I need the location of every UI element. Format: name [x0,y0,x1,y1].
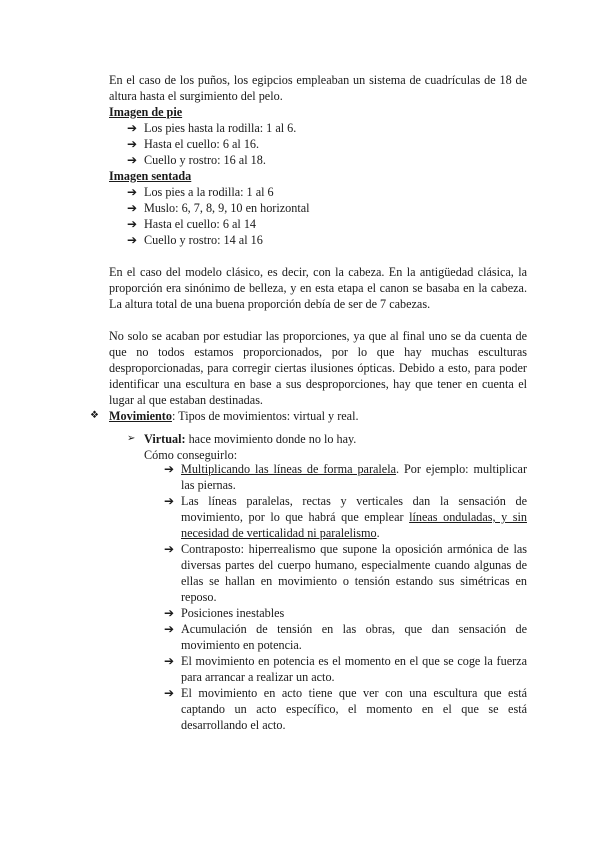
arrow-icon: ➔ [127,153,138,167]
arrow-icon: ➔ [127,201,138,215]
list-item: ➔ Hasta el cuello: 6 al 16. [127,137,260,151]
arrow-icon: ➔ [164,686,175,700]
intro-paragraph [109,72,527,104]
arrow-icon: ➔ [164,654,175,668]
imagen-sentada-heading: Imagen sentada [109,169,192,183]
list-item: ➔ Las líneas paralelas, rectas y verticales dan la sensación de movimiento, por lo que habrá que emplear líneas onduladas, y sin necesidad de verticalidad ni paralelismo. [164,494,527,540]
list-item: ➔ El movimiento en acto tiene que ver con una escultura que está captando un acto específico, el momento en el que se está desarrollando el acto. [164,686,527,732]
imagen-sentada-list [109,184,527,248]
movimiento-desc: : Tipos de movimientos: virtual y real. [171,409,359,423]
arrow-icon: ➔ [164,462,175,476]
arrow-icon: ➔ [127,137,138,151]
arrow-icon: ➔ [127,217,138,231]
list-item: ➔ Multiplicando las líneas de forma paralela. Por ejemplo: multiplicar las piernas. [164,462,528,492]
list-item: ➔ Posiciones inestables [164,606,285,620]
clasico-paragraph [109,264,527,312]
clasico-text: En el caso del modelo clásico, es decir, con la cabeza. En la antigüedad clásica, la proporción era sinónimo de belleza, y en esta etapa el canon se basaba en la cabeza. La altura total de una buena proporción debía de ser de 7 cabezas. [109,265,527,311]
arrow-icon: ➔ [164,494,175,508]
list-item: ➔ Hasta el cuello: 6 al 14 [127,217,257,231]
list-item: ➔ Cuello y rostro: 16 al 18. [127,153,266,167]
proporciones-text: No solo se acaban por estudiar las proporciones, ya que al final uno se da cuenta de que no todos estamos proporcionados, por lo que hay muchas esculturas desproporcionadas, para corregir ciertas ilusiones ópticas. Debido a esto, para poder identificar una escultura en base a sus desproporciones, hay que tener en cuenta el lugar al que estaban destinadas. [109,329,527,407]
list-item: ➔ El movimiento en potencia es el momento en el que se coge la fuerza para arrancar a realizar un acto. [164,654,527,684]
imagen-de-pie-heading: Imagen de pie [109,105,183,119]
imagen-de-pie-list [109,120,527,168]
list-item: ➔ Los pies hasta la rodilla: 1 al 6. [127,121,297,135]
triangle-arrow-icon: ➢ [127,433,136,444]
list-item: ➔ Acumulación de tensión en las obras, que dan sensación de movimiento en potencia. [164,622,527,652]
list-item: ➔ Los pies a la rodilla: 1 al 6 [127,185,274,199]
imagen-de-pie-section [109,104,527,168]
list-item: ➔ Contraposto: hiperrealismo que supone la oposición armónica de las diversas partes del cuerpo humano, especialmente cuando algunas de ellas se hallan en movimiento o tensión estando sus simétricas en reposo. [164,542,527,604]
imagen-sentada-section [109,168,527,248]
list-item: ➔ Cuello y rostro: 14 al 16 [127,233,263,247]
arrow-icon: ➔ [164,606,175,620]
proporciones-paragraph [109,328,527,408]
intro-text: En el caso de los puños, los egipcios empleaban un sistema de cuadrículas de 18 de altura hasta el surgimiento del pelo. [109,73,527,103]
list-item: ➔ Muslo: 6, 7, 8, 9, 10 en horizontal [127,201,310,215]
diamond-icon: ❖ [90,410,99,421]
arrow-icon: ➔ [164,622,175,636]
virtual-item [127,431,527,463]
virtual-methods-list [164,461,527,733]
arrow-icon: ➔ [164,542,175,556]
como-conseguirlo: Cómo conseguirlo: [144,448,238,462]
arrow-icon: ➔ [127,121,138,135]
virtual-term: Virtual: [144,432,186,446]
virtual-desc: hace movimiento donde no lo hay. [185,432,357,446]
movimiento-item [90,408,527,424]
movimiento-term: Movimiento [109,409,172,423]
arrow-icon: ➔ [127,233,138,247]
arrow-icon: ➔ [127,185,138,199]
